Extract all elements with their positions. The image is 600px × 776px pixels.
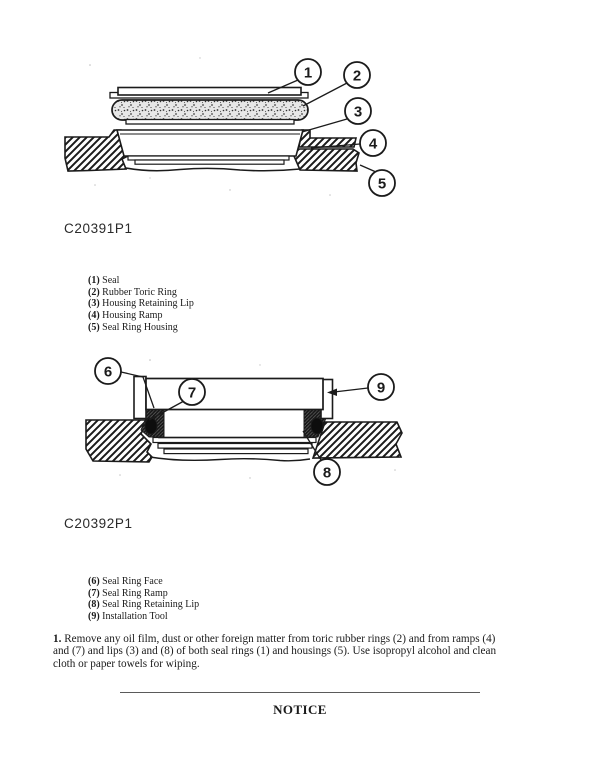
svg-text:5: 5 [377,175,387,193]
callout-6 [95,358,121,384]
ramp-blob-left [145,418,157,434]
parts-list-item: (2) Rubber Toric Ring [88,286,177,298]
housing-bottom-wavy-edge [126,168,300,171]
seal-ring-bands [153,438,316,454]
notice-heading: NOTICE [273,702,327,717]
figure1-parts-list [88,275,194,334]
seal-ring-body [159,409,308,438]
svg-text:4: 4 [368,135,378,153]
svg-text:3: 3 [353,103,363,121]
housing-step-2 [135,160,284,164]
rubber-toric-ring-shape [112,100,308,120]
step-1-paragraph [53,633,496,670]
svg-text:7: 7 [187,384,197,402]
housing-right-lower-hatch [294,149,359,171]
leader-line-3 [302,119,347,132]
step-line: 1. Remove any oil film, dust or other foreign matter from toric rubber rings (2) and from ramps (4) [53,633,496,645]
callout-3 [345,98,371,124]
figure1-caption: C20391P1 [64,221,133,236]
callout-5 [369,170,395,196]
svg-text:2: 2 [352,67,362,85]
housing-step-1 [128,156,289,160]
callout-2 [344,62,370,88]
leader-line-5 [360,165,376,172]
step-line: and (7) and lips (3) and (8) of both seal rings (1) and housings (5). Use isopropyl alcohol and clean [53,645,497,658]
tool-top-plate [146,379,323,410]
callout-4 [360,130,386,156]
svg-text:6: 6 [103,363,113,381]
housing2-bottom-wavy-edge [150,457,310,461]
housing2-right-hatch [313,422,402,458]
parts-list-item: (8) Seal Ring Retaining Lip [88,599,200,611]
svg-text:8: 8 [322,464,332,482]
step-line: cloth or paper towels for wiping. [53,657,200,670]
leader-line-2 [303,83,347,106]
figure2-caption: C20392P1 [64,516,133,531]
svg-text:9: 9 [376,379,386,397]
parts-list-item: (9) Installation Tool [88,611,168,623]
parts-list-item: (6) Seal Ring Face [88,576,163,587]
notice-divider-line [120,692,480,693]
callout-7 [179,379,205,405]
photocopy-noise-dots [89,57,331,196]
parts-list-item: (3) Housing Retaining Lip [88,298,194,310]
ramp-blob-right [311,418,323,434]
figure2-diagram [78,350,413,492]
parts-list-item: (5) Seal Ring Housing [88,321,178,333]
callout-9 [368,374,394,400]
figure1-diagram [55,50,405,205]
tool-left-wall [134,377,146,419]
parts-list-item: (7) Seal Ring Ramp [88,587,168,599]
callout-8 [314,459,340,485]
parts-list-item: (1) Seal [88,275,120,286]
callout-1 [295,59,321,85]
leader-line-9 [334,388,368,392]
step-number: 1. [53,633,62,645]
figure1-callouts [295,59,395,196]
svg-text:1: 1 [303,64,313,82]
seal-lower-band [126,120,294,125]
figure2-parts-list [88,576,199,623]
parts-list-item: (4) Housing Ramp [88,310,163,322]
